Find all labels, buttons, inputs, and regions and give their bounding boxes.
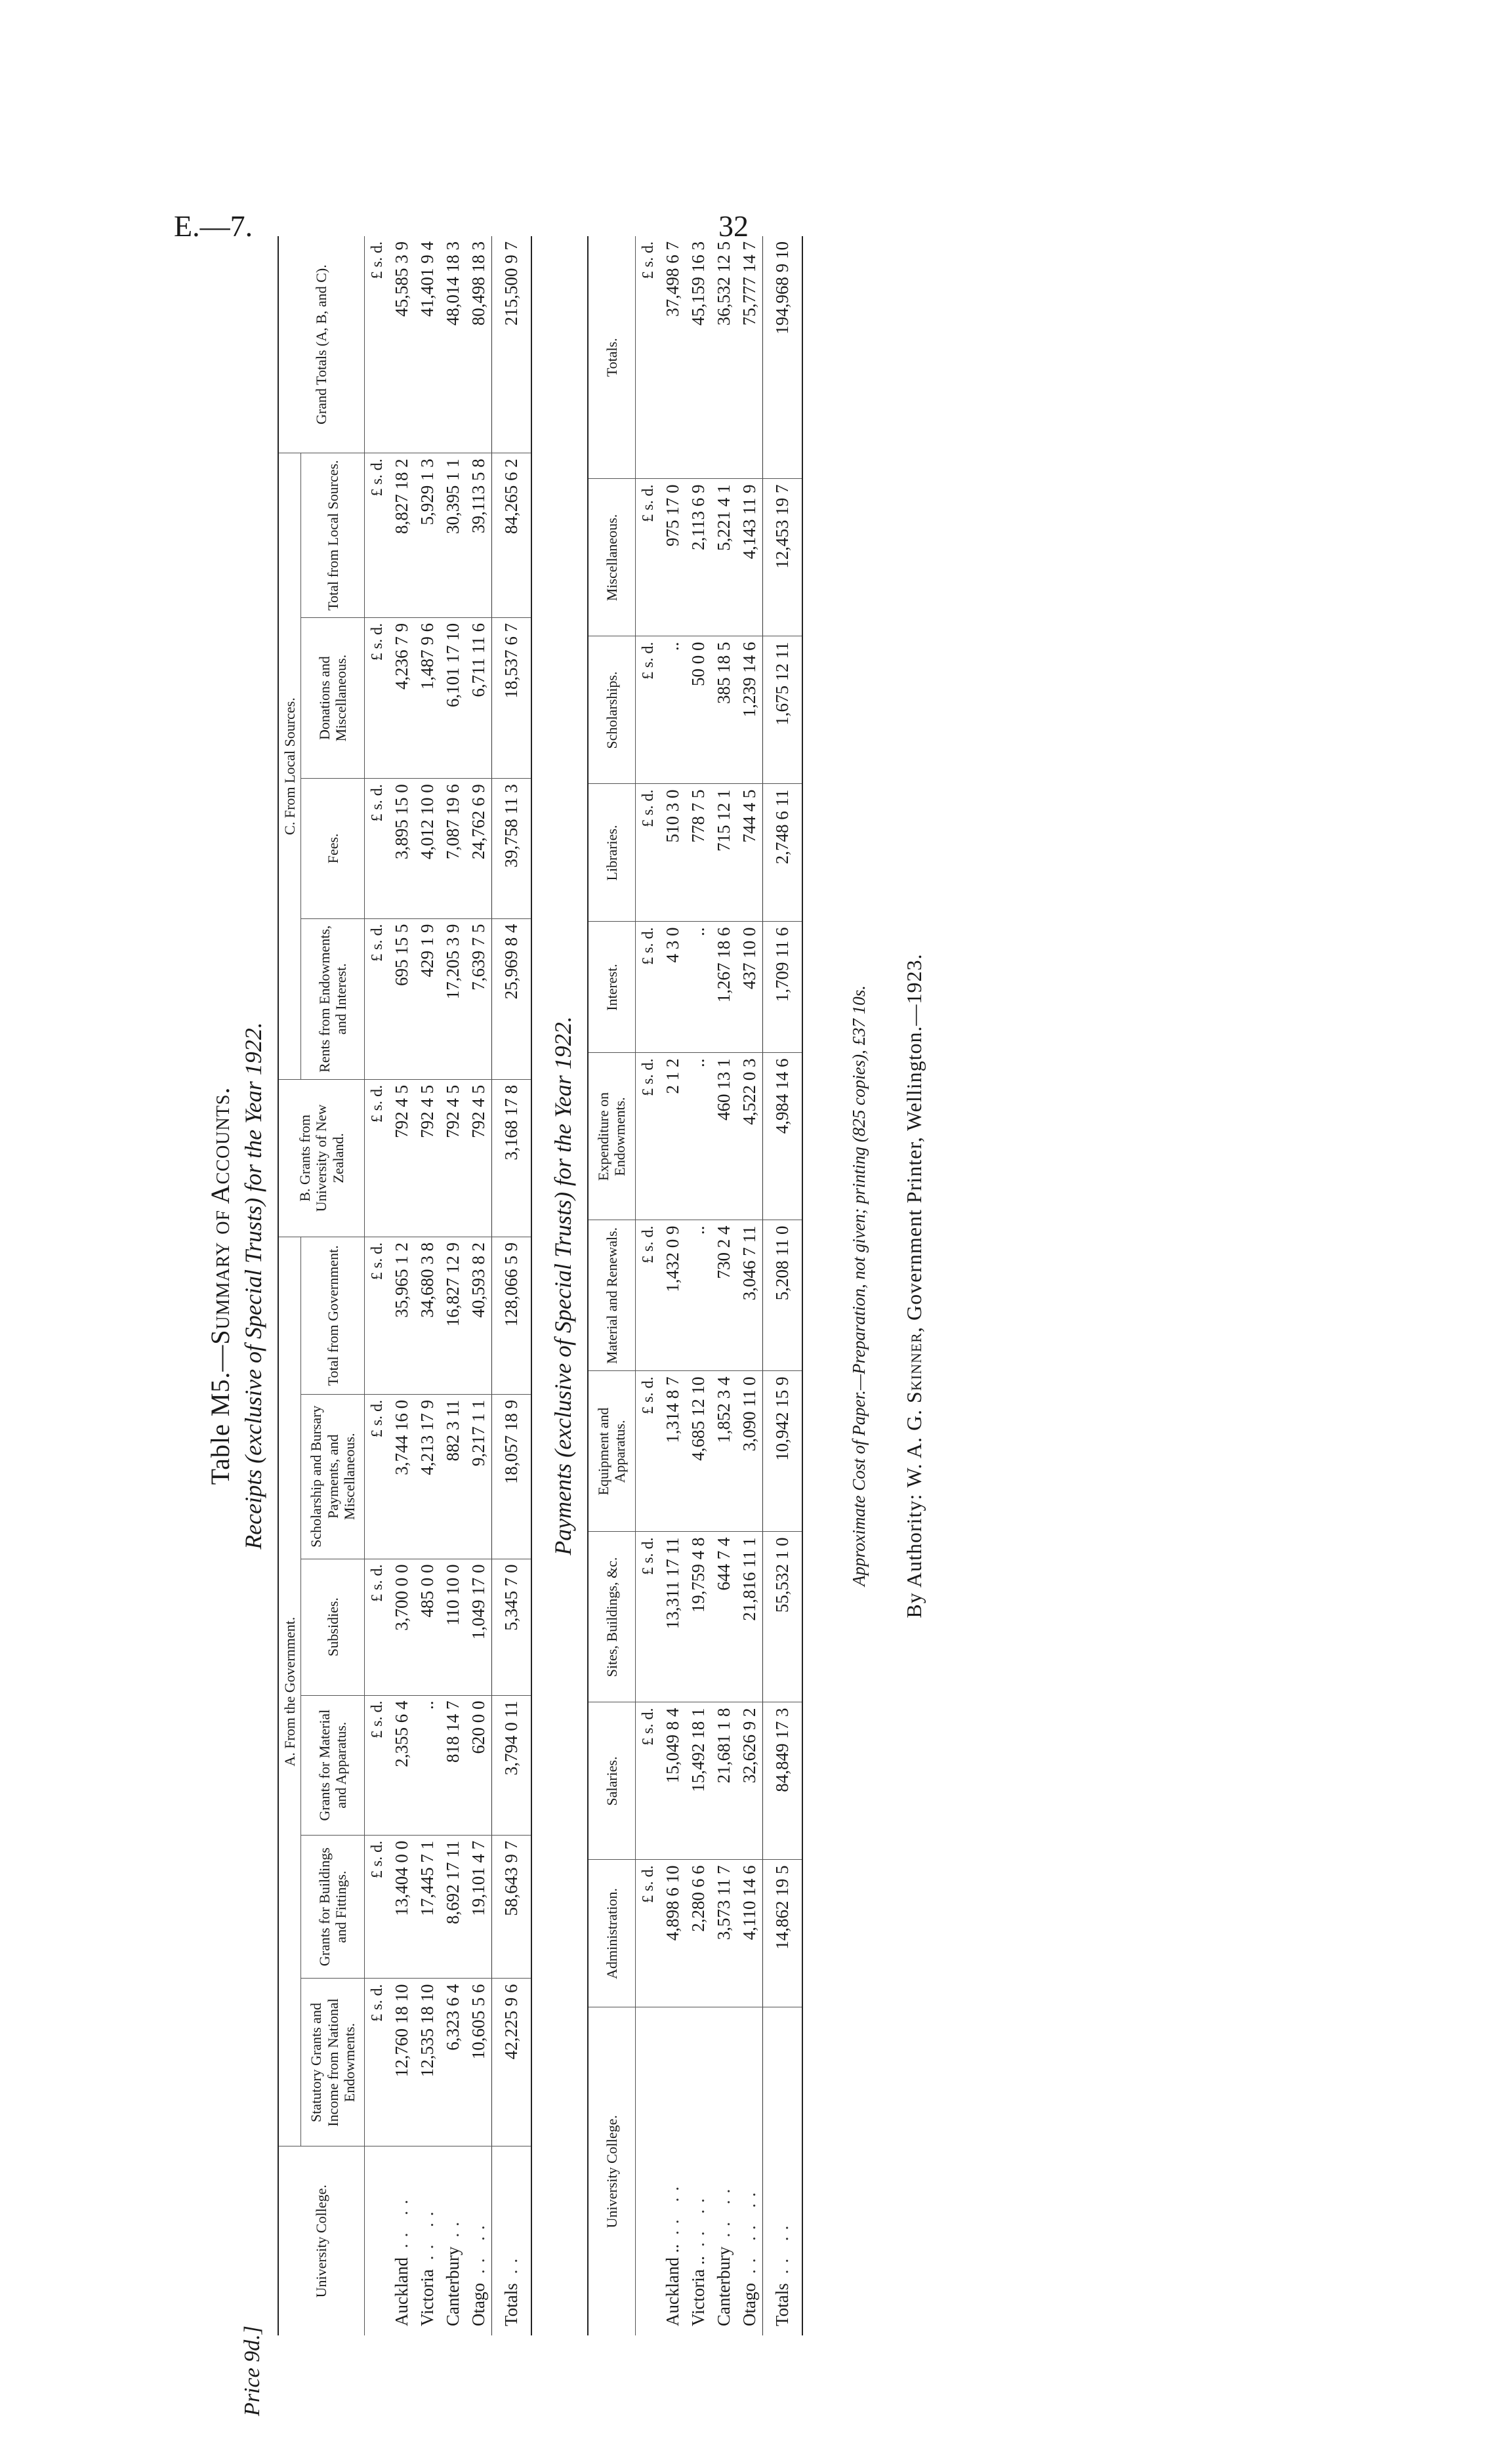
- amount-cell: 2,113 6 9: [686, 479, 711, 636]
- amount-cell: 19,101 4 7: [466, 1835, 492, 1979]
- amount-cell: 3,090 11 0: [737, 1371, 763, 1532]
- amount-cell: 40,593 8 2: [466, 1237, 492, 1394]
- amount-cell: 2,355 6 4: [389, 1695, 415, 1835]
- amount-cell: 5,345 7 0: [492, 1559, 532, 1695]
- page-number: 32: [718, 209, 749, 243]
- column-header: Fees.: [301, 779, 365, 918]
- totals-row: [492, 236, 532, 2335]
- amount-cell: 12,535 18 10: [415, 1979, 440, 2146]
- college-name-cell: Canterbury..: [443, 2215, 463, 2326]
- amount-cell: 1,852 3 4: [711, 1371, 737, 1532]
- college-name-cell: Canterbury.. ..: [713, 2182, 734, 2326]
- amount-cell: 3,895 15 0: [389, 779, 415, 918]
- table-row: [711, 236, 737, 2335]
- column-header: Equipment and Apparatus.: [588, 1371, 635, 1532]
- amount-cell: 41,401 9 4: [415, 236, 440, 453]
- amount-cell: 620 0 0: [466, 1695, 492, 1835]
- amount-cell: 4,213 17 9: [415, 1394, 440, 1559]
- price-note: Price 9d.]: [240, 2326, 264, 2416]
- column-header: Miscellaneous.: [588, 479, 635, 636]
- amount-cell: 1,675 12 11: [762, 636, 802, 784]
- receipts-college-header: University College.: [278, 2146, 365, 2335]
- amount-cell: 1,314 8 7: [660, 1371, 686, 1532]
- amount-cell: 215,500 9 7: [492, 236, 532, 453]
- amount-cell: 39,758 11 3: [492, 779, 532, 918]
- amount-cell: ..: [415, 1695, 440, 1835]
- amount-cell: 45,159 16 3: [686, 236, 711, 479]
- amount-cell: 6,101 17 10: [440, 617, 466, 778]
- amount-cell: 12,760 18 10: [389, 1979, 415, 2146]
- amount-cell: 429 1 9: [415, 918, 440, 1079]
- table-row: [389, 236, 415, 2335]
- amount-cell: 13,404 0 0: [389, 1835, 415, 1979]
- amount-cell: 110 10 0: [440, 1559, 466, 1695]
- amount-cell: 1,049 17 0: [466, 1559, 492, 1695]
- receipts-subtitle: Receipts (exclusive of Special Trusts) for the Year 1922.: [240, 1022, 266, 1550]
- column-header: Administration.: [588, 1860, 635, 2007]
- amount-cell: 25,969 8 4: [492, 918, 532, 1079]
- amount-cell: 3,794 0 11: [492, 1695, 532, 1835]
- college-name-cell: Totals.. ..: [762, 2007, 802, 2335]
- amount-cell: 792 4 5: [466, 1079, 492, 1237]
- amount-cell: 13,311 17 11: [660, 1532, 686, 1702]
- amount-cell: 48,014 18 3: [440, 236, 466, 453]
- amount-cell: 55,532 1 0: [762, 1532, 802, 1702]
- amount-cell: 5,929 1 3: [415, 453, 440, 618]
- amount-cell: 715 12 1: [711, 784, 737, 922]
- amount-cell: 485 0 0: [415, 1559, 440, 1695]
- grand-total-header: Grand Totals (A, B, and C).: [278, 236, 365, 453]
- amount-cell: 128,066 5 9: [492, 1237, 532, 1394]
- amount-cell: 778 7 5: [686, 784, 711, 922]
- amount-cell: 4,898 6 10: [660, 1860, 686, 2007]
- authority-line: By Authority: W. A. G. Skinner, Government Printer, Wellington.—1923.: [901, 953, 926, 1618]
- amount-cell: 21,816 11 1: [737, 1532, 763, 1702]
- amount-cell: 5,208 11 0: [762, 1220, 802, 1371]
- table-title: Table M5.—Summary of Accounts.: [205, 1086, 235, 1485]
- amount-cell: 3,700 0 0: [389, 1559, 415, 1695]
- amount-cell: 792 4 5: [440, 1079, 466, 1237]
- rotated-page-content: [197, 236, 1194, 2335]
- college-name-cell: Auckland.. ..: [392, 2193, 412, 2326]
- group-university-header: B. Grants from University of New Zealand.: [278, 1079, 365, 1237]
- amount-cell: 194,968 9 10: [762, 236, 802, 479]
- column-header: Salaries.: [588, 1702, 635, 1860]
- table-row: [737, 236, 763, 2335]
- amount-cell: 792 4 5: [389, 1079, 415, 1237]
- amount-cell: 2 1 2: [660, 1053, 686, 1220]
- table-row: [660, 236, 686, 2335]
- amount-cell: 8,692 17 11: [440, 1835, 466, 1979]
- payments-college-header: University College.: [588, 2007, 635, 2335]
- column-header: Grants for Material and Apparatus.: [301, 1695, 365, 1835]
- amount-cell: 80,498 18 3: [466, 236, 492, 453]
- amount-cell: 818 14 7: [440, 1695, 466, 1835]
- amount-cell: 5,221 4 1: [711, 479, 737, 636]
- amount-cell: 45,585 3 9: [389, 236, 415, 453]
- amount-cell: 4,522 0 3: [737, 1053, 763, 1220]
- amount-cell: 3,046 7 11: [737, 1220, 763, 1371]
- amount-cell: 6,711 11 6: [466, 617, 492, 778]
- amount-cell: 58,643 9 7: [492, 1835, 532, 1979]
- college-name-cell: Auckland .... ..: [662, 2180, 682, 2326]
- amount-cell: 3,573 11 7: [711, 1860, 737, 2007]
- amount-cell: 7,639 7 5: [466, 918, 492, 1079]
- amount-cell: 2,280 6 6: [686, 1860, 711, 2007]
- amount-cell: 3,168 17 8: [492, 1079, 532, 1237]
- amount-cell: 37,498 6 7: [660, 236, 686, 479]
- units-row: £ s. d. £ s. d. £ s. d. £ s. d. £ s. d. £ s. d. £ s. d. £ s. d. £ s. d. £ s. d. £ s. d. £ s. d.: [365, 236, 390, 2335]
- amount-cell: 21,681 1 8: [711, 1702, 737, 1860]
- amount-cell: 4,143 11 9: [737, 479, 763, 636]
- column-header: Rents from Endowments, and Interest.: [301, 918, 365, 1079]
- amount-cell: ..: [686, 1053, 711, 1220]
- college-name-cell: Otago.. ..: [468, 2219, 489, 2326]
- group-government-header: A. From the Government.: [278, 1237, 301, 2146]
- amount-cell: 1,709 11 6: [762, 922, 802, 1053]
- college-name-cell: Victoria.. ..: [417, 2205, 438, 2326]
- table-row: [466, 236, 492, 2335]
- amount-cell: 18,537 6 7: [492, 617, 532, 778]
- column-header: Donations and Miscellaneous.: [301, 617, 365, 778]
- amount-cell: 4,685 12 10: [686, 1371, 711, 1532]
- amount-cell: 32,626 9 2: [737, 1702, 763, 1860]
- column-header: Total from Government.: [301, 1237, 365, 1394]
- amount-cell: 4,236 7 9: [389, 617, 415, 778]
- document-reference: E.—7.: [174, 209, 253, 243]
- amount-cell: 4 3 0: [660, 922, 686, 1053]
- amount-cell: 12,453 19 7: [762, 479, 802, 636]
- amount-cell: 18,057 18 9: [492, 1394, 532, 1559]
- column-header: Expenditure on Endowments.: [588, 1053, 635, 1220]
- amount-cell: 2,748 6 11: [762, 784, 802, 922]
- column-header: Subsidies.: [301, 1559, 365, 1695]
- table-row: [415, 236, 440, 2335]
- amount-cell: 16,827 12 9: [440, 1237, 466, 1394]
- amount-cell: ..: [660, 636, 686, 784]
- column-header: Grants for Buildings and Fittings.: [301, 1835, 365, 1979]
- amount-cell: 730 2 4: [711, 1220, 737, 1371]
- units-row: £ s. d. £ s. d. £ s. d. £ s. d. £ s. d. £ s. d. £ s. d. £ s. d. £ s. d. £ s. d. £ s. d.: [635, 236, 660, 2335]
- amount-cell: 14,862 19 5: [762, 1860, 802, 2007]
- receipts-table: [278, 236, 532, 2335]
- amount-cell: 644 7 4: [711, 1532, 737, 1702]
- amount-cell: 882 3 11: [440, 1394, 466, 1559]
- column-header: Material and Renewals.: [588, 1220, 635, 1371]
- amount-cell: 4,110 14 6: [737, 1860, 763, 2007]
- amount-cell: 695 15 5: [389, 918, 415, 1079]
- table-row: [440, 236, 466, 2335]
- amount-cell: 3,744 16 0: [389, 1394, 415, 1559]
- amount-cell: 24,762 6 9: [466, 779, 492, 918]
- amount-cell: 1,267 18 6: [711, 922, 737, 1053]
- column-header: Scholarships.: [588, 636, 635, 784]
- amount-cell: 1,432 0 9: [660, 1220, 686, 1371]
- amount-cell: 50 0 0: [686, 636, 711, 784]
- column-header: Libraries.: [588, 784, 635, 922]
- amount-cell: 34,680 3 8: [415, 1237, 440, 1394]
- amount-cell: 36,532 12 5: [711, 236, 737, 479]
- amount-cell: 10,942 15 9: [762, 1371, 802, 1532]
- amount-cell: 15,492 18 1: [686, 1702, 711, 1860]
- amount-cell: 30,395 1 1: [440, 453, 466, 618]
- amount-cell: 75,777 14 7: [737, 236, 763, 479]
- amount-cell: 6,323 6 4: [440, 1979, 466, 2146]
- amount-cell: 15,049 8 4: [660, 1702, 686, 1860]
- group-local-header: C. From Local Sources.: [278, 453, 301, 1080]
- amount-cell: 975 17 0: [660, 479, 686, 636]
- column-header: Statutory Grants and Income from National Endowments.: [301, 1979, 365, 2146]
- college-name-cell: Victoria .... ..: [688, 2192, 708, 2326]
- amount-cell: 39,113 5 8: [466, 453, 492, 618]
- amount-cell: 19,759 4 8: [686, 1532, 711, 1702]
- amount-cell: ..: [686, 922, 711, 1053]
- amount-cell: 9,217 1 1: [466, 1394, 492, 1559]
- amount-cell: ..: [686, 1220, 711, 1371]
- amount-cell: 8,827 18 2: [389, 453, 415, 618]
- amount-cell: 84,265 6 2: [492, 453, 532, 618]
- payments-subtitle: Payments (exclusive of Special Trusts) for the Year 1922.: [550, 1016, 577, 1555]
- amount-cell: 17,445 7 1: [415, 1835, 440, 1979]
- amount-cell: 17,205 3 9: [440, 918, 466, 1079]
- amount-cell: 460 13 1: [711, 1053, 737, 1220]
- column-header: Total from Local Sources.: [301, 453, 365, 618]
- amount-cell: 510 3 0: [660, 784, 686, 922]
- column-header: Interest.: [588, 922, 635, 1053]
- amount-cell: 10,605 5 6: [466, 1979, 492, 2146]
- amount-cell: 4,012 10 0: [415, 779, 440, 918]
- payments-table: [587, 236, 803, 2335]
- amount-cell: 1,487 9 6: [415, 617, 440, 778]
- column-header: Totals.: [588, 236, 635, 479]
- amount-cell: 744 4 5: [737, 784, 763, 922]
- column-header: Sites, Buildings, &c.: [588, 1532, 635, 1702]
- amount-cell: 42,225 9 6: [492, 1979, 532, 2146]
- college-name-cell: Otago.. .. ..: [739, 2186, 759, 2326]
- amount-cell: 437 10 0: [737, 922, 763, 1053]
- amount-cell: 7,087 19 6: [440, 779, 466, 918]
- table-row: [686, 236, 711, 2335]
- college-name-cell: Totals..: [492, 2146, 532, 2335]
- amount-cell: 84,849 17 3: [762, 1702, 802, 1860]
- amount-cell: 792 4 5: [415, 1079, 440, 1237]
- cost-note: Approximate Cost of Paper.—Preparation, not given; printing (825 copies), £37 10s.: [848, 985, 869, 1586]
- amount-cell: 385 18 5: [711, 636, 737, 784]
- amount-cell: 35,965 1 2: [389, 1237, 415, 1394]
- column-header: Scholarship and Bursary Payments, and Miscellaneous.: [301, 1394, 365, 1559]
- amount-cell: 4,984 14 6: [762, 1053, 802, 1220]
- amount-cell: 1,239 14 6: [737, 636, 763, 784]
- totals-row: [762, 236, 802, 2335]
